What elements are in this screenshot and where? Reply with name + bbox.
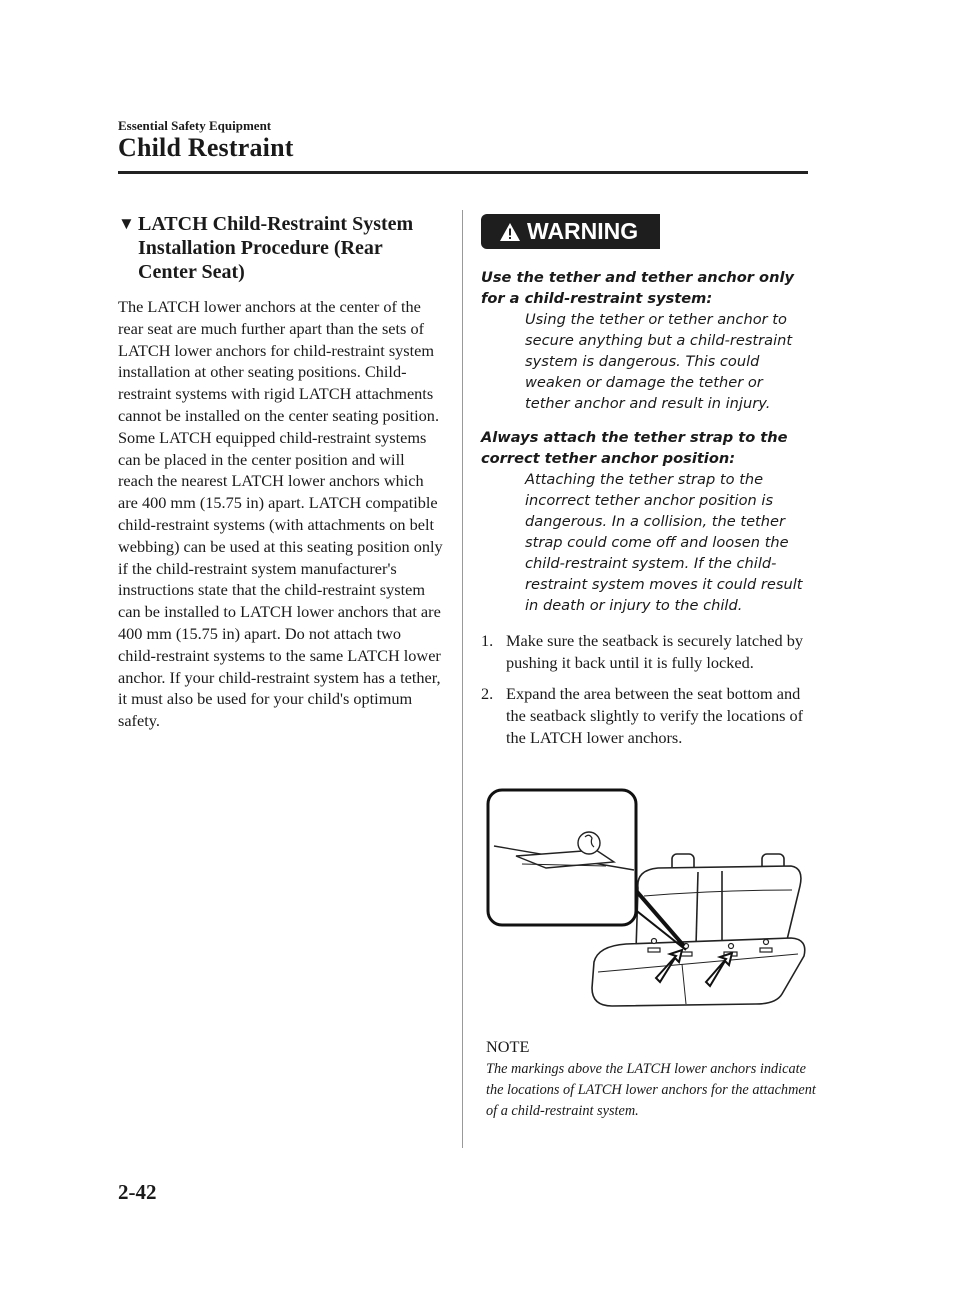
warning-item-text: Attaching the tether strap to the incorrect tether anchor position is dangerous. In a collision, the tether strap could come off and loosen the child-restraint system. If the child-restraint system moves it could result in death or injury to the child. xyxy=(525,471,803,614)
triangle-marker-icon: ▼ xyxy=(118,214,135,233)
section-heading xyxy=(118,212,443,284)
procedure-step xyxy=(481,630,811,674)
procedure-step xyxy=(481,683,811,749)
step-number: 1. xyxy=(481,631,494,650)
note-text: The markings above the LATCH lower anchors indicate the locations of LATCH lower anchors for the attachment of a child-restraint system. xyxy=(486,1061,816,1119)
section-body: The LATCH lower anchors at the center of the rear seat are much further apart than the sets of LATCH lower anchors for child-restraint system installation at other seating positions. Child-restraint systems with rigid LATCH attachments cannot be installed on the center seating position. Some LATCH equipped child-restraint systems can be placed in the center position and will reach the nearest LATCH lower anchors which are 400 mm (15.75 in) apart. LATCH compatible child-restraint systems (with attachments on belt webbing) can be used at this seating position only if the child-restraint system manufacturer's instructions state that the child-restraint system can be installed to LATCH lower anchors that are 400 mm (15.75 in) apart. Do not attach two child-restraint systems to the same LATCH lower anchor. If your child-restraint system has a tether, it must also be used for your child's optimum safety. xyxy=(118,297,443,731)
warning-icon xyxy=(499,221,521,243)
warning-item xyxy=(481,267,811,414)
callout-magnified-view xyxy=(488,790,636,925)
procedure-steps xyxy=(481,630,811,749)
warning-item xyxy=(481,427,811,616)
page-title: Child Restraint xyxy=(118,133,294,162)
header-rule xyxy=(118,171,808,174)
latch-anchor-illustration xyxy=(486,786,806,1021)
section-heading-text: LATCH Child-Restraint System Installation Procedure (Rear Center Seat) xyxy=(138,213,414,283)
note-label: NOTE xyxy=(486,1037,530,1056)
left-column xyxy=(118,212,443,732)
warning-item-heading: Always attach the tether strap to the correct tether anchor position: xyxy=(481,429,788,467)
column-divider xyxy=(462,210,463,1148)
step-text: Expand the area between the seat bottom and the seatback slightly to verify the locations of the LATCH lower anchors. xyxy=(506,684,804,747)
step-number: 2. xyxy=(481,684,494,703)
right-column xyxy=(481,214,811,758)
note-box xyxy=(486,1037,816,1122)
warning-label: WARNING xyxy=(527,218,639,244)
section-label: Essential Safety Equipment xyxy=(118,118,272,133)
warning-item-heading: Use the tether and tether anchor only for a child-restraint system: xyxy=(481,269,794,307)
page-number: 2-42 xyxy=(118,1180,157,1204)
warning-badge xyxy=(481,214,660,249)
warning-item-text: Using the tether or tether anchor to secure anything but a child-restraint system is dangerous. This could weaken or damage the tether or tether anchor and result in injury. xyxy=(525,311,793,412)
step-text: Make sure the seatback is securely latched by pushing it back until it is fully locked. xyxy=(506,631,804,672)
